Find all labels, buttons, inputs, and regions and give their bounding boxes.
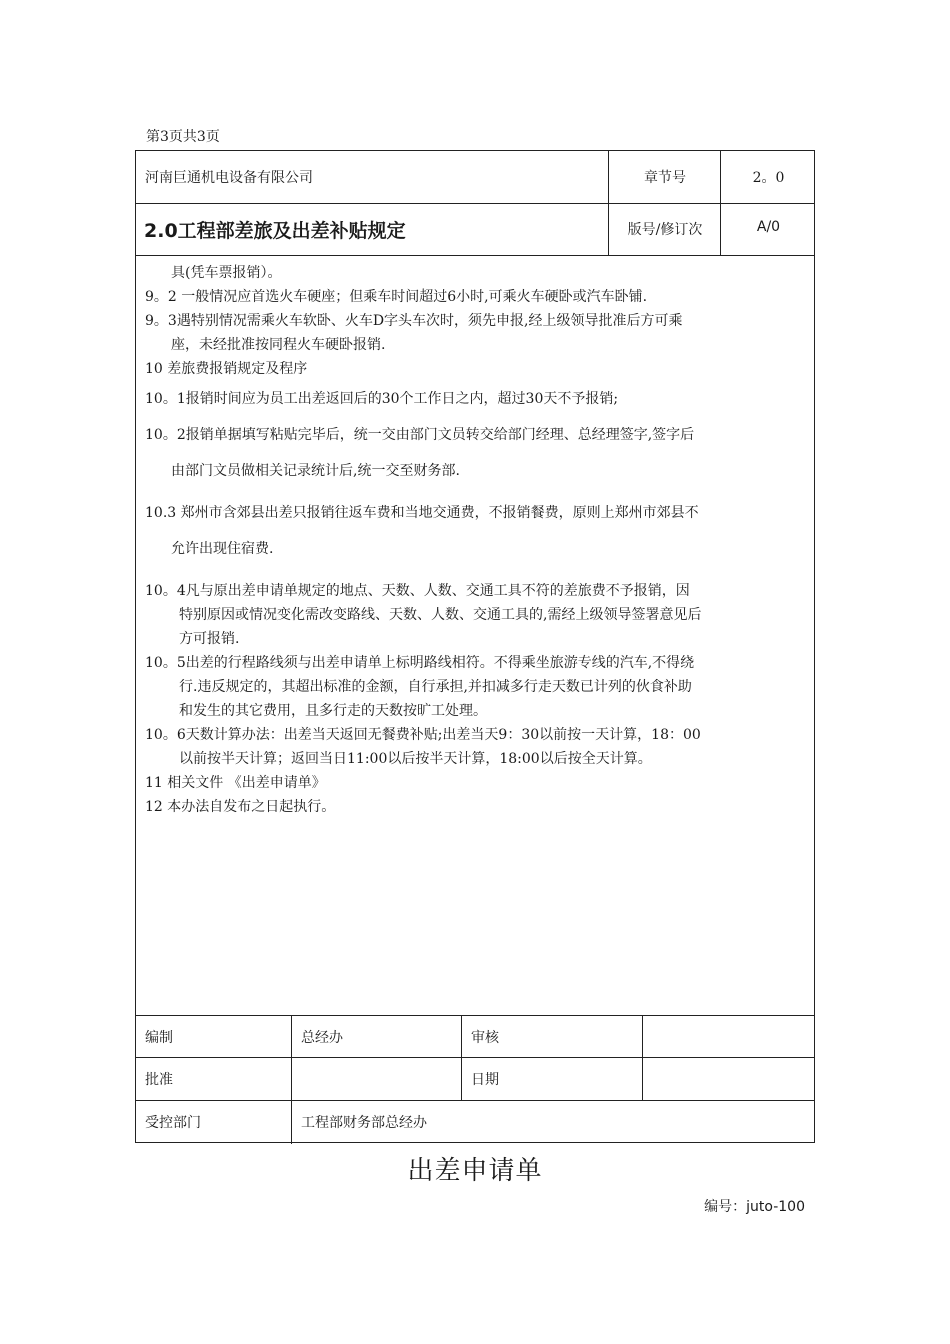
divider-col-value	[720, 151, 721, 255]
next-form-title: 出差申请单	[407, 1156, 543, 1186]
divider-footer-low	[136, 1100, 814, 1101]
divider-footer-col1	[291, 1015, 292, 1144]
document-title: 2.0工程部差旅及出差补贴规定	[144, 220, 406, 242]
paragraph-10-6-line2: 以前按半天计算；返回当日11:00以后按半天计算，18:00以后按全天计算。	[179, 751, 652, 767]
divider-col-chapter	[608, 151, 609, 255]
approve-label: 批准	[145, 1072, 173, 1088]
paragraph-10-2-line1: 10。2报销单据填写粘贴完毕后，统一交由部门文员转交给部门经理、总经理签字,签字后	[145, 427, 695, 443]
divider-footer-col2	[461, 1015, 462, 1100]
paragraph-10-2-line2: 由部门文员做相关记录统计后,统一交至财务部.	[171, 463, 460, 479]
chapter-value: 2。0	[752, 170, 785, 186]
paragraph-11: 11 相关文件 《出差申请单》	[145, 775, 326, 791]
divider-row1	[136, 203, 814, 204]
regulation-body	[136, 257, 814, 1015]
prepared-value: 总经办	[301, 1030, 343, 1046]
review-label: 审核	[471, 1030, 499, 1046]
divider-footer-col3	[642, 1015, 643, 1100]
paragraph-10-3-line1: 10.3 郑州市含郊县出差只报销往返车费和当地交通费，不报销餐费，原则上郑州市郊县不	[145, 505, 699, 521]
divider-footer-top	[136, 1015, 814, 1016]
paragraph-10-4-line1: 10。4凡与原出差申请单规定的地点、天数、人数、交通工具不符的差旅费不予报销，因	[145, 583, 690, 599]
paragraph-10-1: 10。1报销时间应为员工出差返回后的30个工作日之内，超过30天不予报销;	[145, 391, 619, 407]
divider-footer-mid	[136, 1057, 814, 1058]
version-value: A/0	[756, 219, 781, 235]
company-name: 河南巨通机电设备有限公司	[145, 170, 313, 186]
paragraph-10-4-line3: 方可报销.	[179, 631, 240, 647]
paragraph-10-5-line3: 和发生的其它费用，且多行走的天数按旷工处理。	[179, 703, 487, 719]
paragraph-10-4-line2: 特别原因或情况变化需改变路线、天数、人数、交通工具的,需经上级领导签署意见后	[179, 607, 702, 623]
paragraph-10-5-line2: 行.违反规定的，其超出标准的金额，自行承担,并扣减多行走天数已计列的伙食补助	[179, 679, 692, 695]
document-frame	[135, 150, 815, 1143]
paragraph-9-3-line2: 座，未经批准按同程火车硬卧报销.	[171, 337, 386, 353]
paragraph-9-2: 9。2 一般情况应首选火车硬座；但乘车时间超过6小时,可乘火车硬卧或汽车卧铺.	[145, 289, 648, 305]
divider-row2	[136, 255, 814, 256]
version-label: 版号/修订次	[627, 222, 703, 238]
page-counter: 第3页共3页	[146, 129, 220, 145]
paragraph-9-3-line1: 9。3遇特别情况需乘火车软卧、火车D字头车次时，须先申报,经上级领导批准后方可乘	[145, 313, 683, 329]
paragraph-continuation: 具(凭车票报销）。	[171, 265, 282, 281]
paragraph-10-5-line1: 10。5出差的行程路线须与出差申请单上标明路线相符。不得乘坐旅游专线的汽车,不得绕	[145, 655, 695, 671]
paragraph-10-6-line1: 10。6天数计算办法：出差当天返回无餐费补贴;出差当天9：30以前按一天计算，18：00	[145, 727, 701, 743]
paragraph-10-3-line2: 允许出现住宿费.	[171, 541, 274, 557]
date-label: 日期	[471, 1072, 499, 1088]
prepared-label: 编制	[145, 1030, 173, 1046]
controlled-dept-value: 工程部财务部总经办	[301, 1115, 427, 1131]
paragraph-12: 12 本办法自发布之日起执行。	[145, 799, 336, 815]
controlled-dept-label: 受控部门	[145, 1115, 201, 1131]
paragraph-10-heading: 10 差旅费报销规定及程序	[145, 361, 308, 377]
next-form-number: 编号：juto-100	[704, 1199, 805, 1215]
chapter-label: 章节号	[644, 170, 686, 186]
